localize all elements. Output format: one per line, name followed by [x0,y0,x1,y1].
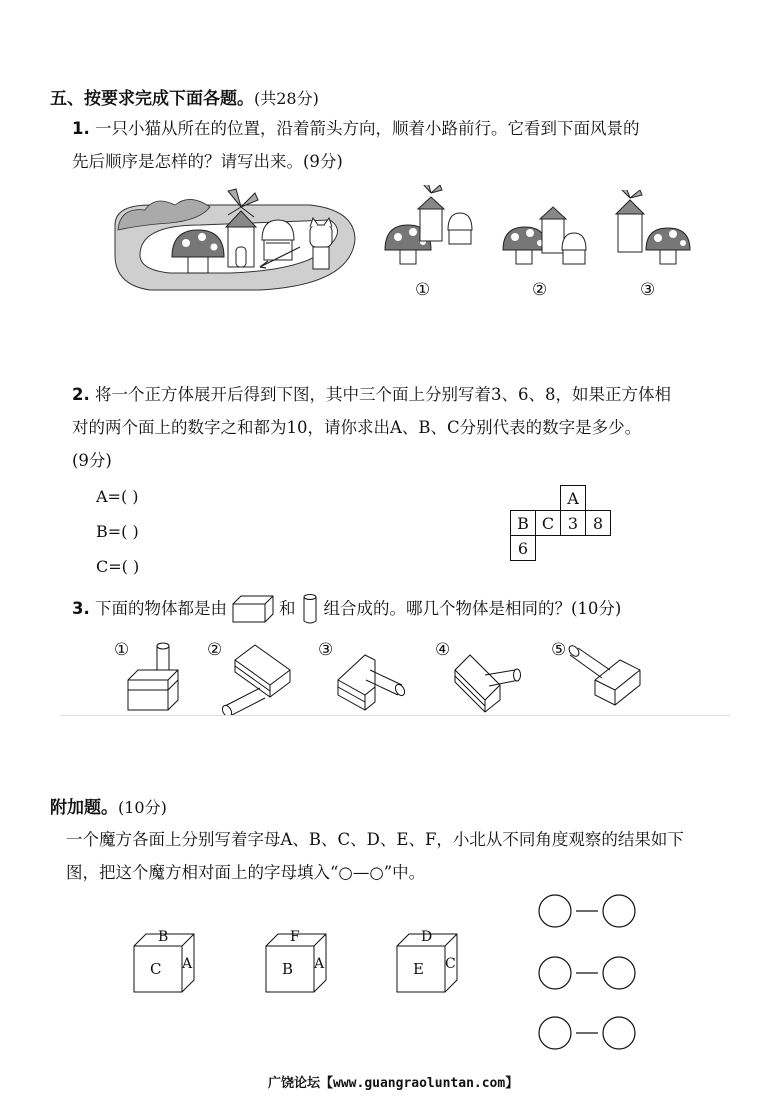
section-points: (共28分) [254,89,319,108]
figure-4-label: ④ [435,640,451,660]
windmill-house [226,189,258,267]
figure-1-label: ① [114,640,130,660]
cube-net [510,485,611,561]
cube-side-letter: A [182,956,193,972]
figure-3-label: ③ [318,640,334,660]
option-3-image [608,190,708,275]
cube-front-letter: E [413,960,424,978]
footer-url[interactable]: 【www.guangraoluntan.com】 [320,1076,519,1091]
question-text: 一只小猫从所在的位置，沿着箭头方向，顺着小路前行。它看到下面风景的 [95,119,640,138]
question-text: 组合成的。哪几个物体是相同的？(10分) [323,599,622,618]
question-number: 1. [72,119,90,138]
cube-side-letter: C [445,956,456,972]
figure-1 [120,640,190,715]
bonus-title-text: 附加题。 [50,798,118,818]
option-2-image [498,205,598,275]
cube-top-letter: D [421,929,433,945]
figure-2-label: ② [207,640,223,660]
question-number: 2. [72,385,90,404]
bonus-title [50,793,167,818]
figure-5-label: ⑤ [551,640,567,660]
section-title-text: 五、按要求完成下面各题。 [50,89,254,109]
question-text: 先后顺序是怎样的？请写出来。(9分) [72,152,343,171]
question-2 [72,378,742,477]
cube-front-letter: C [150,960,162,978]
cupcake-house [262,220,294,260]
net-cell: 3 [561,511,586,536]
cube-front-letter: B [282,960,294,978]
answer-c-blank[interactable]: C=( ) [96,557,140,576]
question-text: 对的两个面上的数字之和都为10，请你求出A、B、C分别代表的数字是多少。 [72,418,642,437]
option-1-image [380,185,490,275]
cat-figure [310,218,332,269]
cylinder-icon [302,593,318,625]
question-text: (9分) [72,451,112,470]
cat-path-scene [110,185,360,295]
question-number: 3. [72,599,90,618]
option-2-label: ② [532,280,548,300]
option-1-label: ① [415,280,431,300]
divider [60,715,730,716]
answer-circles[interactable] [538,893,638,1053]
figure-3 [330,640,415,715]
section-title [50,84,319,109]
net-cell: C [536,511,561,536]
question-text: 将一个正方体展开后得到下图，其中三个面上分别写着3、6、8，如果正方体相 [95,385,671,404]
cube-top-letter: B [158,929,169,945]
cube-view-2 [262,930,332,995]
net-cell: A [561,486,586,511]
cube-side-letter: A [314,956,325,972]
question-text: 图，把这个魔方相对面上的字母填入“○—○”中。 [66,863,426,882]
figure-4 [445,640,530,715]
footer-site-name: 广饶论坛 [268,1076,321,1091]
cube-view-1 [130,930,200,995]
bonus-question [66,823,736,889]
cuboid-icon [231,594,275,624]
net-cell: 6 [511,536,536,561]
figure-5 [560,640,645,715]
footer [268,1072,518,1091]
net-cell: B [511,511,536,536]
answer-a-blank[interactable]: A=( ) [96,487,139,506]
net-cell: 8 [586,511,611,536]
answer-b-blank[interactable]: B=( ) [96,522,139,541]
question-text: 一个魔方各面上分别写着字母A、B、C、D、E、F，小北从不同角度观察的结果如下 [66,830,684,849]
cube-top-letter: F [290,929,300,945]
question-text: 下面的物体都是由 [95,599,227,618]
cube-view-3 [393,930,463,995]
option-3-label: ③ [640,280,656,300]
figure-2 [215,640,300,715]
question-3 [72,592,752,625]
question-text: 和 [279,599,296,618]
question-1 [72,112,732,178]
bonus-points: (10分) [118,798,167,817]
